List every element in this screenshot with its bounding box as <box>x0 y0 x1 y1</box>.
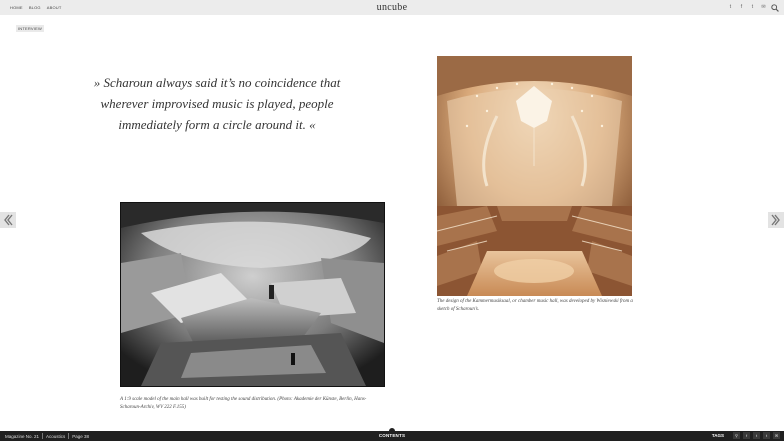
next-page-button[interactable] <box>768 212 784 228</box>
hall-photo-drawing <box>437 56 632 296</box>
model-photo-drawing <box>121 203 384 386</box>
issue-topic-link[interactable]: Acoustics <box>46 433 66 439</box>
hall-photo-caption: The design of the Kammermusiksaal, or chamber music hall, was developed by Wisniewski from a sketch of Scharoun’s. <box>437 299 633 312</box>
mail-share-icon[interactable]: ✉ <box>774 433 779 438</box>
hall-photo <box>437 56 632 296</box>
facebook-share-icon[interactable]: f <box>743 432 750 439</box>
mail-icon[interactable]: ✉ <box>761 4 766 10</box>
tags-button[interactable]: TAGS <box>711 433 724 438</box>
site-logo[interactable]: uncube <box>376 2 408 13</box>
twitter-share-icon[interactable]: t <box>753 432 760 439</box>
top-bar <box>0 0 784 15</box>
section-tag[interactable]: INTERVIEW <box>18 26 42 31</box>
search-icon[interactable] <box>771 4 778 12</box>
magazine-issue-link[interactable]: Magazine No. 21 <box>5 433 40 439</box>
nav-about-link[interactable]: ABOUT <box>46 5 62 10</box>
link-icon[interactable]: ⚲ <box>733 432 740 439</box>
facebook-icon[interactable]: f <box>740 4 743 10</box>
social-links <box>727 3 778 12</box>
model-photo <box>120 202 385 387</box>
previous-page-button[interactable] <box>0 212 16 228</box>
model-photo-caption: A 1:9 scale model of the main hall was built for testing the sound distribution. (Photo: Akademie der Künste, Berlin, Hans-Scharoun-Archiv, WV 222 F.155) <box>120 397 367 410</box>
bottom-actions <box>712 432 780 439</box>
twitter-icon[interactable]: t <box>729 4 732 10</box>
page-number: Page 38 <box>72 433 90 439</box>
chevron-left-icon <box>3 214 13 226</box>
contents-button[interactable]: CONTENTS <box>378 433 406 438</box>
contents-notch <box>389 428 395 431</box>
tumblr-icon[interactable]: t <box>751 4 754 10</box>
pull-quote: » Scharoun always said it’s no coincidence that wherever improvised music is played, people immediately form a circle around it. « <box>93 75 341 132</box>
tumblr-share-icon[interactable]: t <box>763 432 770 439</box>
chevron-right-icon <box>771 214 781 226</box>
nav-home-link[interactable]: HOME <box>10 5 23 10</box>
nav-blog-link[interactable]: BLOG <box>28 5 41 10</box>
bottom-bar <box>0 431 784 441</box>
